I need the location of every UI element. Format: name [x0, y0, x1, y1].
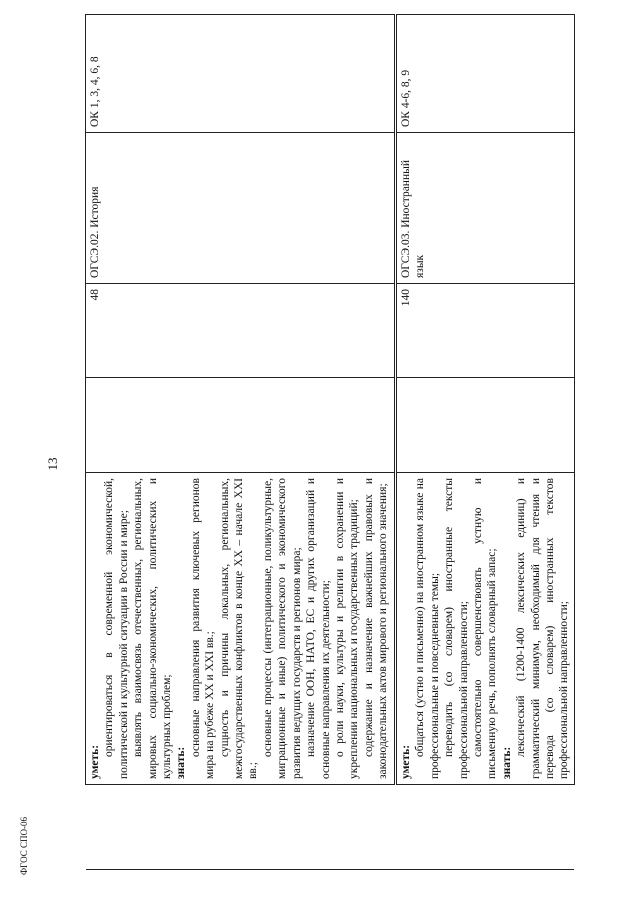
list-item: ориентироваться в современной экономической, политической и культурной ситуации в России и мире;	[103, 478, 130, 779]
hours-cell: 48	[86, 284, 396, 378]
content-cell	[396, 473, 575, 785]
page-number: 13	[45, 457, 60, 471]
skills-label: уметь:	[89, 744, 101, 779]
curriculum-table-rotated	[85, 15, 573, 870]
table-row	[396, 15, 575, 870]
index-cell	[396, 785, 575, 870]
list-item: содержание и назначение важнейших правовых и законодательных актов мирового и регионального значения;	[362, 478, 390, 779]
discipline-cell: ОГСЭ.02. История	[86, 133, 396, 284]
list-item: выявлять взаимосвязь отечественных, региональных, мировых социально-экономических, политических и культурных проблем;	[132, 478, 174, 779]
competencies-cell: ОК 1, 3, 4, 6, 8	[86, 15, 396, 133]
curriculum-table	[85, 14, 575, 870]
table-row	[86, 15, 396, 870]
discipline-cell: ОГСЭ.03. Иностранный язык	[396, 133, 575, 284]
list-item: переводить (со словарем) иностранные тексты профессиональной направленности;	[443, 478, 470, 779]
knowledge-label: знать:	[175, 746, 188, 779]
knowledge-label: знать:	[500, 746, 513, 779]
list-item: о роли науки, культуры и религии в сохранении и укреплении национальных и государственных традиций;	[333, 478, 361, 779]
competencies-cell: ОК 4-6, 8, 9	[396, 15, 575, 133]
list-item: лексический (1200-1400 лексических единиц) и грамматический минимум, необходимый для чтения и перевода (со словарем) иностранных текстов профессиональной направленности;	[515, 478, 571, 779]
list-item: основные направления развития ключевых регионов мира на рубеже XX и XXI вв.;	[189, 478, 217, 779]
empty-cell	[86, 378, 396, 473]
content-cell	[86, 473, 396, 785]
empty-cell	[396, 378, 575, 473]
list-item: назначение ООН, НАТО, ЕС и других организаций и основные направления их деятельности;	[305, 478, 332, 779]
footer-code: ФГОС СПО-06	[19, 817, 29, 875]
hours-cell: 140	[396, 284, 575, 378]
skills-label: уметь:	[400, 744, 412, 779]
index-cell	[86, 785, 396, 870]
list-item: сущность и причины локальных, региональных, межгосударственных конфликтов в конце XX – начале XXI вв.;	[218, 478, 260, 779]
list-item: основные процессы (интеграционные, поликультурные, миграционные и иные) политического и экономического развития ведущих государств и регионов мира;	[261, 478, 303, 779]
list-item: общаться (устно и письменно) на иностранном языке на профессиональные и повседневные темы;	[414, 478, 441, 779]
list-item: самостоятельно совершенствовать устную и письменную речь, пополнять словарный запас;	[472, 478, 499, 779]
